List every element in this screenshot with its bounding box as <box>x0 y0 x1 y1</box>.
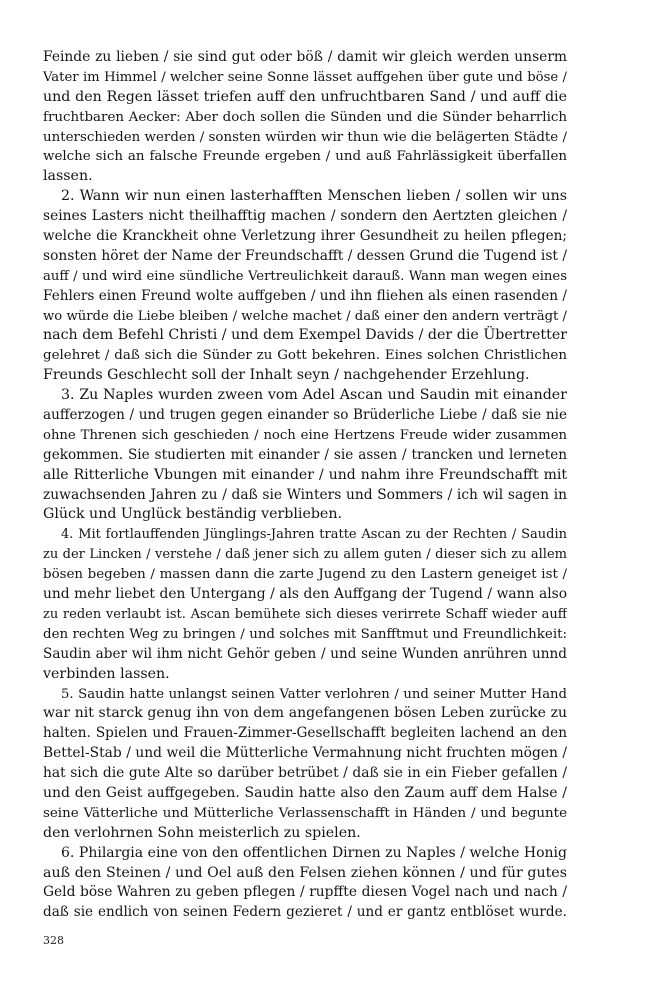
text-line: wo würde die Liebe bleiben / welche machet / daß einer den andern verträgt / <box>43 308 567 324</box>
text-line: welche sich an falsche Freunde ergeben / und auß Fahrlässigkeit überfallen <box>43 149 567 165</box>
text-line: bösen begeben / massen dann die zarte Jugend zu den Lastern geneiget ist / <box>43 567 567 583</box>
text-line: 3. Zu Naples wurden zween vom Adel Ascan und Saudin mit einander <box>61 387 567 404</box>
text-line: 6. Philargia eine von den offentlichen Dirnen zu Naples / welche Honig <box>61 844 567 861</box>
page-number: 328 <box>43 934 64 947</box>
text-line: sonsten höret der Name der Freundschafft / dessen Grund die Tugend ist / <box>43 247 567 264</box>
text-line: und den Regen lässet triefen auff den unfruchtbaren Sand / und auff die <box>43 88 567 105</box>
text-line: daß sie endlich von seinen Federn gezieret / und er gantz entblöset wurde. <box>43 904 567 921</box>
text-line: 5. Saudin hatte unlangst seinen Vatter verlohren / und seiner Mutter Hand <box>61 686 567 702</box>
text-line: und mehr liebet den Untergang / als den Auffgang der Tugend / wann also <box>43 586 567 603</box>
text-line: den rechten Weg zu bringen / und solches mit Sanfftmut und Freundlichkeit: <box>43 626 567 642</box>
text-line: welche die Kranckheit ohne Verletzung ihrer Gesundheit zu heilen pflegen; <box>43 228 567 245</box>
text-line: und den Geist auffgegeben. Saudin hatte also den Zaum auff dem Halse / <box>43 784 567 801</box>
text-line: zu reden verlaubt ist. Ascan bemühete sich dieses verirrete Schaff wieder auff <box>43 606 567 622</box>
text-line: seine Vätterliche und Mütterliche Verlassenschafft in Händen / und begunte <box>43 805 567 821</box>
text-line: Vater im Himmel / welcher seine Sonne lässet auffgehen über gute und böse / <box>43 69 567 85</box>
text-line: lassen. <box>43 168 93 185</box>
text-line: Saudin aber wil ihm nicht Gehör geben / und seine Wunden anrühren unnd <box>43 645 567 662</box>
text-line: Bettel-Stab / und weil die Mütterliche Vermahnung nicht fruchten mögen / <box>43 745 567 762</box>
text-line: verbinden lassen. <box>43 665 170 682</box>
text-line: gekommen. Sie studierten mit einander / sie assen / trancken und lerneten <box>43 446 567 463</box>
text-line: nach dem Befehl Christi / und dem Exempel Davids / der die Übertretter <box>43 327 567 344</box>
text-line: hat sich die gute Alte so darüber betrübet / daß sie in ein Fieber gefallen / <box>43 765 567 782</box>
text-line: Geld böse Wahren zu geben pflegen / rupffte diesen Vogel nach und nach / <box>43 884 567 901</box>
text-line: fruchtbaren Aecker: Aber doch sollen die Sünden und die Sünder beharrlich <box>43 109 567 125</box>
text-line: Glück und Unglück beständig verblieben. <box>43 506 342 523</box>
text-line: 2. Wann wir nun einen lasterhafften Menschen lieben / sollen wir uns <box>61 188 567 205</box>
text-line: auß den Steinen / und Oel auß den Felsen ziehen können / und für gutes <box>43 864 567 881</box>
text-line: zu der Lincken / verstehe / daß jener sich zu allem guten / dieser sich zu allem <box>43 547 567 563</box>
text-line: Freunds Geschlecht soll der Inhalt seyn / nachgehender Erzehlung. <box>43 367 530 384</box>
text-line: den verlohrnen Sohn meisterlich zu spielen. <box>43 824 361 841</box>
text-line: seines Lasters nicht theilhafftig machen / sondern den Aertzten gleichen / <box>43 208 567 225</box>
text-line: aufferzogen / und trugen gegen einander so Brüderliche Liebe / daß sie nie <box>43 407 567 424</box>
text-line: Fehlers einen Freund wolte auffgeben / und ihn fliehen als einen rasenden / <box>43 287 567 304</box>
text-line: Feinde zu lieben / sie sind gut oder böß / damit wir gleich werden unserm <box>43 49 567 65</box>
text-line: zuwachsenden Jahren zu / daß sie Winters und Sommers / ich wil sagen in <box>43 486 567 503</box>
text-line: gelehret / daß sich die Sünder zu Gott bekehren. Eines solchen Christlichen <box>43 348 567 364</box>
text-line: alle Ritterliche Vbungen mit einander / und nahm ihre Freundschafft mit <box>43 466 567 483</box>
text-line: auff / und wird eine sündliche Vertreulichkeit darauß. Wann man wegen eines <box>43 268 567 284</box>
text-line: ohne Threnen sich geschieden / noch eine Hertzens Freude wider zusammen <box>43 427 567 443</box>
page-body <box>43 48 567 923</box>
text-line: halten. Spielen und Frauen-Zimmer-Gesellschafft begleiten lachend an den <box>43 725 567 742</box>
text-line: 4. Mit fortlauffenden Jünglings-Jahren tratte Ascan zu der Rechten / Saudin <box>61 527 567 543</box>
text-line: war nit starck genug ihn von dem angefangenen bösen Leben zurücke zu <box>43 705 567 722</box>
text-line: unterschieden werden / sonsten würden wir thun wie die belägerten Städte / <box>43 129 567 145</box>
